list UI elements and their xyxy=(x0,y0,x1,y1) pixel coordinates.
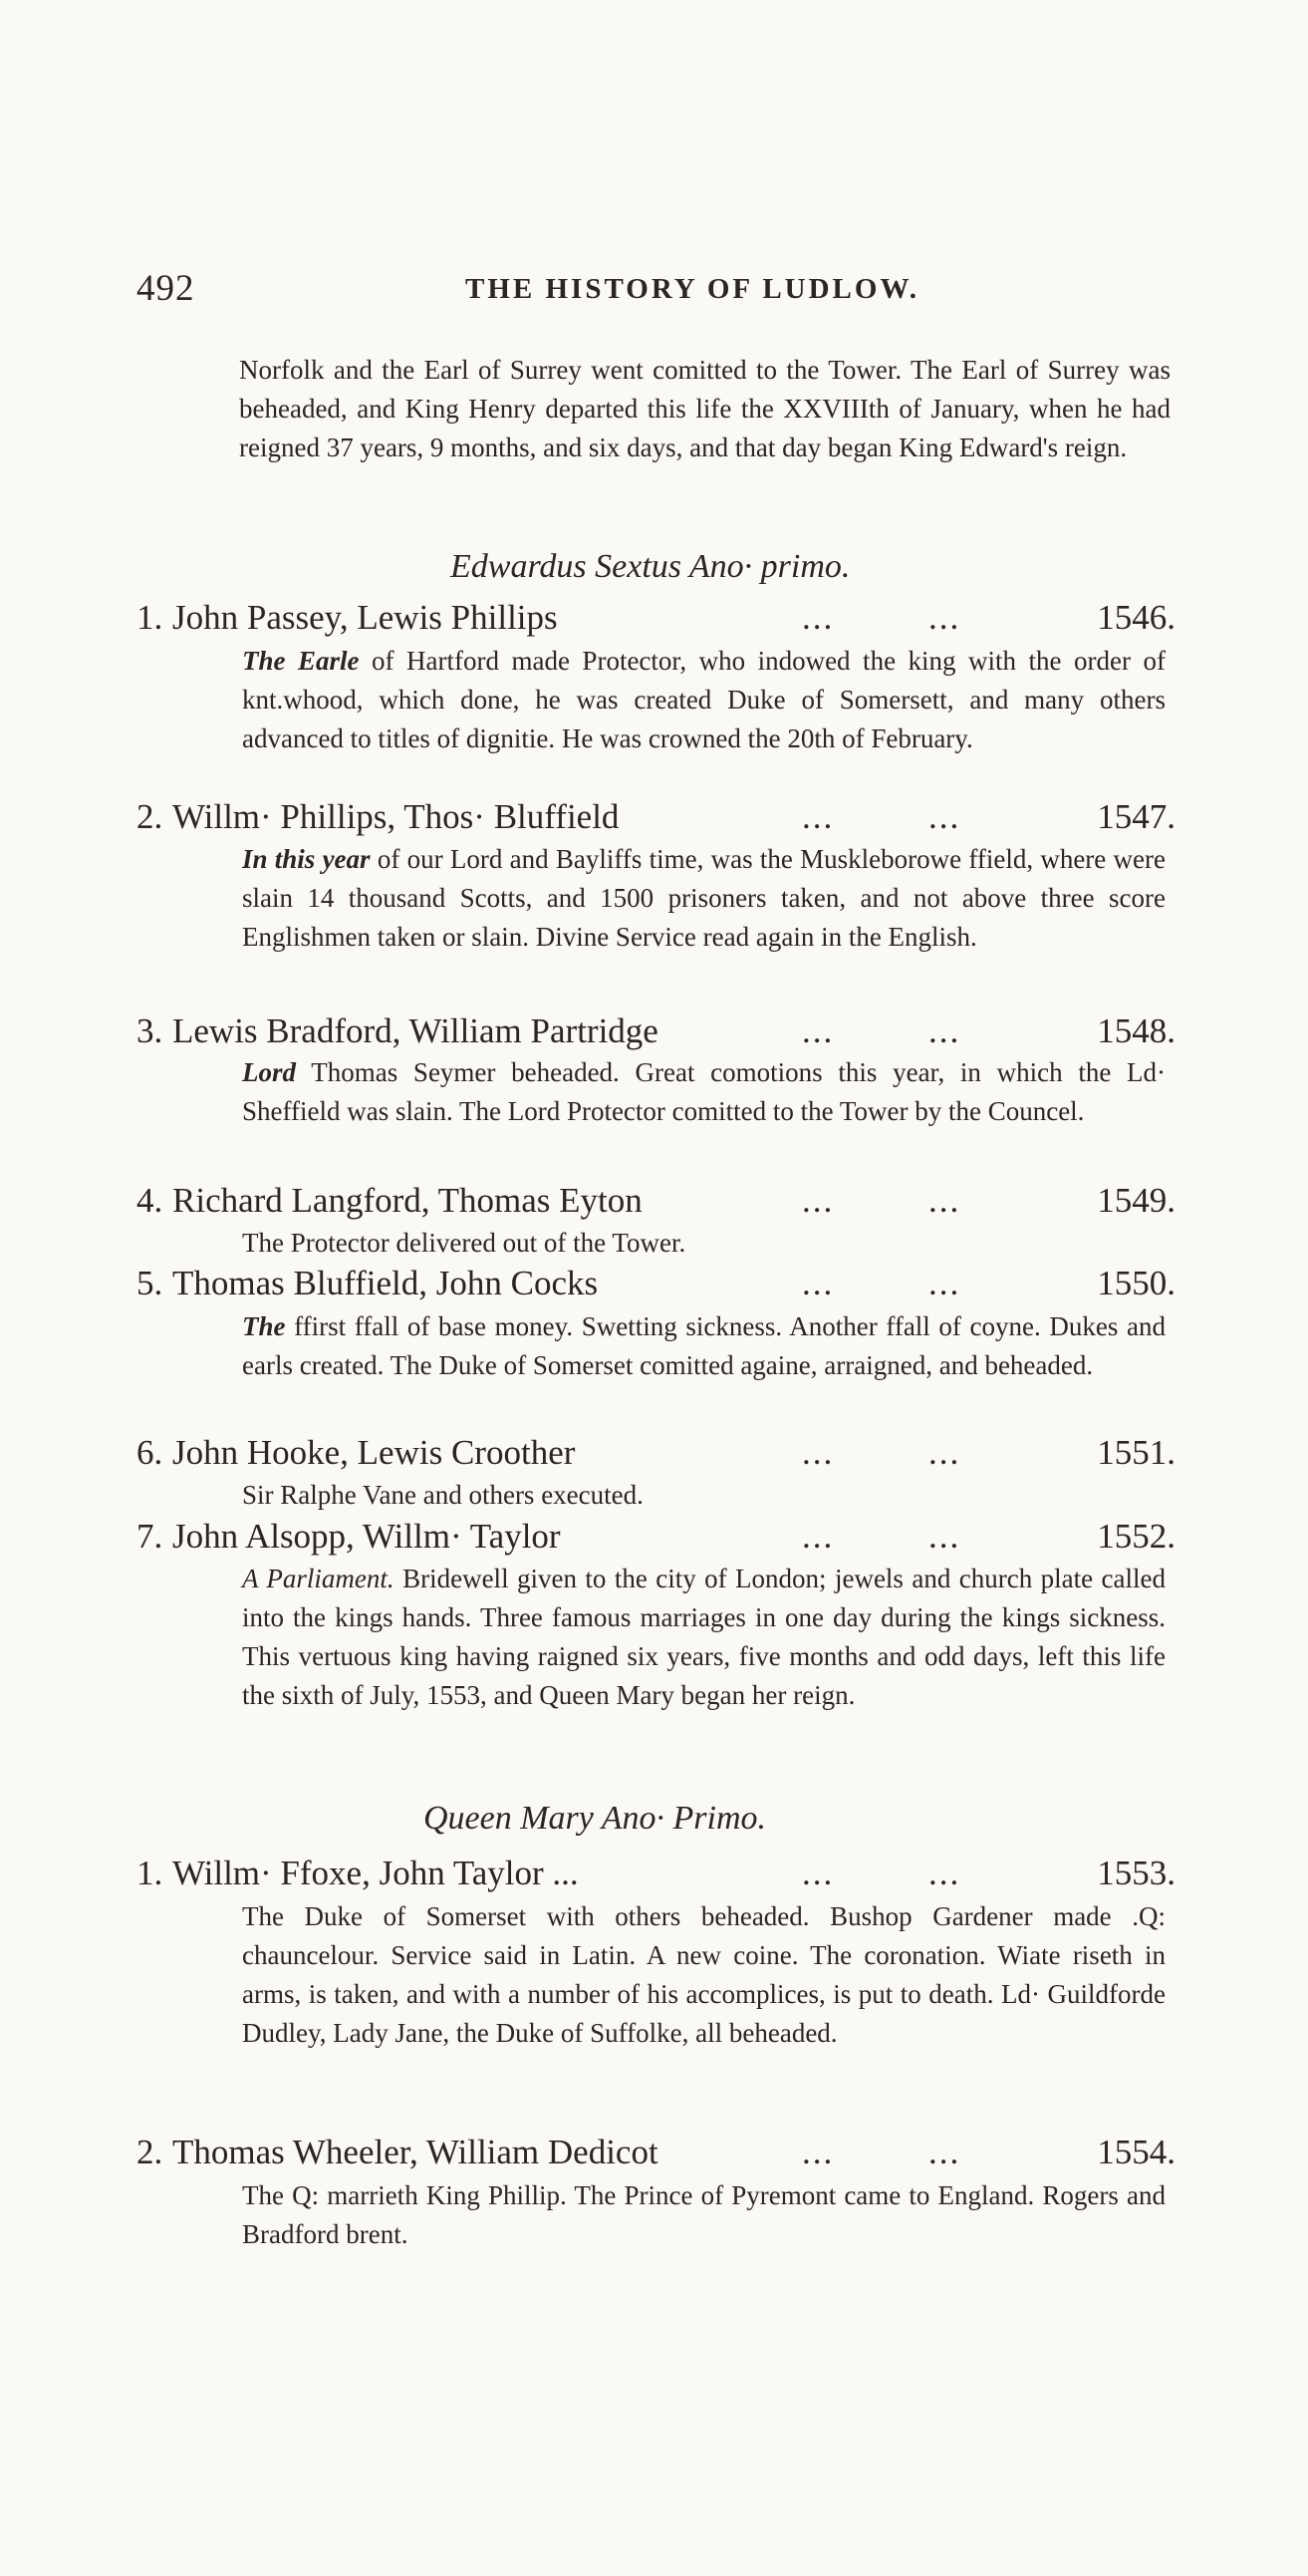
running-head: THE HISTORY OF LUDLOW. xyxy=(465,273,920,305)
entry-number: 2. xyxy=(136,2133,163,2171)
leader-dots: ... xyxy=(928,1854,961,1892)
leader-dots: ... xyxy=(802,1264,835,1302)
bailiff-names: John Passey, Lewis Phillips xyxy=(172,598,558,637)
entry-body: The Duke of Somerset with others beheaded. Bushop Gardener made .Q: chauncelour. Service said in Latin. A new coine. The coronation. Wiate riseth in arms, is taken, and with a number of his accomplices, is put to death. Ld· Guildforde Dudley, Lady Jane, the Duke of Suffolke, all beheaded. xyxy=(242,1901,1166,2048)
entry-text xyxy=(242,840,1166,957)
leader-dots: ... xyxy=(928,1433,961,1472)
entry-number: 1. xyxy=(136,598,163,637)
entry-body: Sir Ralphe Vane and others executed. xyxy=(242,1480,644,1510)
bailiff-names: Thomas Wheeler, William Dedicot xyxy=(172,2133,658,2171)
leader-dots: ... xyxy=(802,2133,835,2171)
entry-text xyxy=(242,642,1166,758)
entry-heading xyxy=(136,1264,1176,1309)
bailiff-names: John Hooke, Lewis Croother xyxy=(172,1433,576,1472)
leader-dots: ... xyxy=(802,1854,835,1892)
entry-heading xyxy=(136,797,1176,843)
entry-lead: The Earle xyxy=(242,646,360,676)
bailiff-names: Richard Langford, Thomas Eyton xyxy=(172,1181,643,1220)
entry-text xyxy=(242,1053,1166,1131)
entry-text xyxy=(242,1224,1166,1263)
entry-text xyxy=(242,1476,1166,1515)
entry-year: 1547. xyxy=(1097,797,1176,836)
entry-year: 1551. xyxy=(1097,1433,1176,1472)
leader-dots: ... xyxy=(802,1517,835,1556)
bailiff-names: Willm· Phillips, Thos· Bluffield xyxy=(172,797,620,836)
entry-year: 1552. xyxy=(1097,1517,1176,1556)
entry-heading xyxy=(136,1181,1176,1227)
entry-lead: A Parliament. xyxy=(242,1564,394,1593)
entry-body: The Protector delivered out of the Tower. xyxy=(242,1228,686,1258)
bailiff-names: Thomas Bluffield, John Cocks xyxy=(172,1264,599,1302)
bailiff-names: John Alsopp, Willm· Taylor xyxy=(172,1517,561,1556)
entry-text xyxy=(242,1560,1166,1715)
bailiff-names: Willm· Ffoxe, John Taylor ... xyxy=(172,1854,579,1892)
entry-lead: In this year xyxy=(242,844,371,874)
entry-number: 6. xyxy=(136,1433,163,1472)
entry-year: 1550. xyxy=(1097,1264,1176,1302)
entry-body: ffirst ffall of base money. Swetting sickness. Another ffall of coyne. Dukes and earls created. The Duke of Somerset comitted againe, arraigned, and beheaded. xyxy=(242,1311,1167,1380)
entry-number: 4. xyxy=(136,1181,163,1220)
entry-year: 1549. xyxy=(1097,1181,1176,1220)
entry-number: 7. xyxy=(136,1517,163,1556)
entry-heading xyxy=(136,598,1176,644)
section-title-edward: Edwardus Sextus Ano· primo. xyxy=(450,548,851,585)
page-number: 492 xyxy=(136,268,195,309)
entry-year: 1554. xyxy=(1097,2133,1176,2171)
entry-number: 3. xyxy=(136,1011,163,1050)
leader-dots: ... xyxy=(802,1181,835,1220)
bailiff-names: Lewis Bradford, William Partridge xyxy=(172,1011,658,1050)
leader-dots: ... xyxy=(802,1433,835,1472)
section-title-mary: Queen Mary Ano· Primo. xyxy=(423,1800,767,1837)
entry-body: Thomas Seymer beheaded. Great comotions this year, in which the Ld· Sheffield was slain. The Lord Protector comitted to the Tower by the Councel. xyxy=(242,1057,1167,1126)
leader-dots: ... xyxy=(928,598,961,637)
leader-dots: ... xyxy=(802,797,835,836)
leader-dots: ... xyxy=(928,1181,961,1220)
entry-text xyxy=(242,1307,1166,1385)
entry-number: 2. xyxy=(136,797,163,836)
leader-dots: ... xyxy=(928,1517,961,1556)
leader-dots: ... xyxy=(928,1011,961,1050)
entry-heading xyxy=(136,1433,1176,1479)
entry-number: 5. xyxy=(136,1264,163,1302)
entry-body: Bridewell given to the city of London; jewels and church plate called into the kings hands. Three famous marriages in one day during the kings sickness. This vertuous king having raigned six years, five months and odd days, left this life the sixth of July, 1553, and Queen Mary began her reign. xyxy=(242,1564,1166,1710)
entry-text xyxy=(242,1897,1166,2053)
leader-dots: ... xyxy=(928,2133,961,2171)
leader-dots: ... xyxy=(928,797,961,836)
entry-heading xyxy=(136,1011,1176,1057)
entry-year: 1546. xyxy=(1097,598,1176,637)
page-header xyxy=(136,267,1163,317)
entry-heading xyxy=(136,1854,1176,1899)
entry-number: 1. xyxy=(136,1854,163,1892)
leader-dots: ... xyxy=(802,598,835,637)
entry-body: of our Lord and Bayliffs time, was the Muskleborowe ffield, where were slain 14 thousand Scotts, and 1500 prisoners taken, and not above three score Englishmen taken or slain. Divine Service read again in the English. xyxy=(242,844,1167,952)
leader-dots: ... xyxy=(928,1264,961,1302)
entry-heading xyxy=(136,1517,1176,1563)
intro-paragraph: Norfolk and the Earl of Surrey went comitted to the Tower. The Earl of Surrey was beheaded, and King Henry departed this life the XXVIIIth of January, when he had reigned 37 years, 9 months, and six days, and that day began King Edward's reign. xyxy=(239,355,1171,462)
entry-body: of Hartford made Protector, who indowed the king with the order of knt.whood, which done, he was created Duke of Somersett, and many others advanced to titles of dignitie. He was crowned the 20th of February. xyxy=(242,646,1166,753)
leader-dots: ... xyxy=(802,1011,835,1050)
entry-lead: Lord xyxy=(242,1057,296,1087)
entry-text xyxy=(242,2176,1166,2254)
entry-year: 1548. xyxy=(1097,1011,1176,1050)
entry-year: 1553. xyxy=(1097,1854,1176,1892)
entry-lead: The xyxy=(242,1311,286,1341)
entry-body: The Q: marrieth King Phillip. The Prince of Pyremont came to England. Rogers and Bradford brent. xyxy=(242,2180,1166,2249)
entry-heading xyxy=(136,2133,1176,2178)
